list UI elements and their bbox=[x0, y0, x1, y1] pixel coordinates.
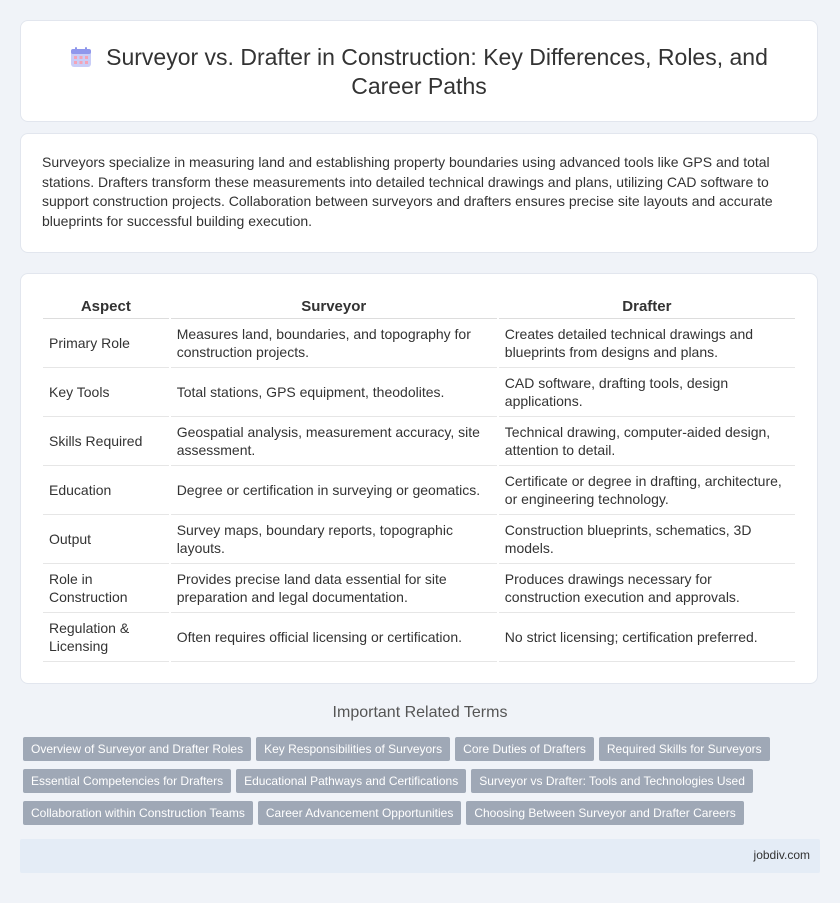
cell-aspect: Key Tools bbox=[43, 368, 169, 417]
cell-surveyor: Survey maps, boundary reports, topographic layouts. bbox=[171, 515, 497, 564]
cell-aspect: Regulation & Licensing bbox=[43, 613, 169, 662]
header-drafter: Drafter bbox=[499, 294, 795, 319]
related-term-tag[interactable]: Key Responsibilities of Surveyors bbox=[256, 737, 450, 761]
related-terms-list bbox=[23, 737, 813, 833]
cell-surveyor: Total stations, GPS equipment, theodolites. bbox=[171, 368, 497, 417]
cell-drafter: CAD software, drafting tools, design applications. bbox=[499, 368, 795, 417]
cell-drafter: Creates detailed technical drawings and blueprints from designs and plans. bbox=[499, 319, 795, 368]
cell-aspect: Skills Required bbox=[43, 417, 169, 466]
comparison-card bbox=[20, 273, 818, 684]
header-card bbox=[20, 20, 818, 122]
cell-aspect: Output bbox=[43, 515, 169, 564]
related-term-tag[interactable]: Core Duties of Drafters bbox=[455, 737, 594, 761]
cell-aspect: Education bbox=[43, 466, 169, 515]
cell-surveyor: Geospatial analysis, measurement accuracy, site assessment. bbox=[171, 417, 497, 466]
table-row bbox=[43, 613, 795, 662]
cell-drafter: Construction blueprints, schematics, 3D models. bbox=[499, 515, 795, 564]
cell-drafter: Technical drawing, computer-aided design, attention to detail. bbox=[499, 417, 795, 466]
page-title-text: Surveyor vs. Drafter in Construction: Key Differences, Roles, and Career Paths bbox=[106, 44, 768, 99]
related-term-tag[interactable]: Required Skills for Surveyors bbox=[599, 737, 770, 761]
table-row bbox=[43, 515, 795, 564]
cell-surveyor: Provides precise land data essential for site preparation and legal documentation. bbox=[171, 564, 497, 613]
calendar-grid-icon bbox=[70, 46, 92, 68]
related-term-tag[interactable]: Surveyor vs Drafter: Tools and Technologies Used bbox=[471, 769, 753, 793]
page-title bbox=[59, 43, 779, 101]
table-header-row bbox=[43, 294, 795, 319]
header-aspect: Aspect bbox=[43, 294, 169, 319]
table-row bbox=[43, 417, 795, 466]
intro-text: Surveyors specialize in measuring land and establishing property boundaries using advanced tools like GPS and total stations. Drafters transform these measurements into detailed technical drawings and plans, utilizing CAD software to support construction projects. Collaboration between surveyors and drafters ensures precise site layouts and accurate blueprints for successful building execution. bbox=[42, 154, 773, 229]
cell-aspect: Role in Construction bbox=[43, 564, 169, 613]
related-term-tag[interactable]: Collaboration within Construction Teams bbox=[23, 801, 253, 825]
table-row bbox=[43, 319, 795, 368]
comparison-table bbox=[41, 294, 797, 662]
cell-drafter: Produces drawings necessary for construction execution and approvals. bbox=[499, 564, 795, 613]
footer bbox=[20, 839, 820, 873]
related-term-tag[interactable]: Educational Pathways and Certifications bbox=[236, 769, 466, 793]
related-term-tag[interactable]: Career Advancement Opportunities bbox=[258, 801, 461, 825]
table-row bbox=[43, 466, 795, 515]
related-terms-title: Important Related Terms bbox=[332, 704, 508, 721]
cell-aspect: Primary Role bbox=[43, 319, 169, 368]
intro-card bbox=[20, 133, 818, 253]
cell-surveyor: Measures land, boundaries, and topography for construction projects. bbox=[171, 319, 497, 368]
cell-drafter: Certificate or degree in drafting, architecture, or engineering technology. bbox=[499, 466, 795, 515]
cell-surveyor: Often requires official licensing or certification. bbox=[171, 613, 497, 662]
cell-surveyor: Degree or certification in surveying or geomatics. bbox=[171, 466, 497, 515]
related-term-tag[interactable]: Choosing Between Surveyor and Drafter Careers bbox=[466, 801, 743, 825]
cell-drafter: No strict licensing; certification preferred. bbox=[499, 613, 795, 662]
table-row bbox=[43, 368, 795, 417]
table-row bbox=[43, 564, 795, 613]
footer-site[interactable]: jobdiv.com bbox=[753, 848, 810, 862]
related-term-tag[interactable]: Overview of Surveyor and Drafter Roles bbox=[23, 737, 251, 761]
header-surveyor: Surveyor bbox=[171, 294, 497, 319]
related-term-tag[interactable]: Essential Competencies for Drafters bbox=[23, 769, 231, 793]
